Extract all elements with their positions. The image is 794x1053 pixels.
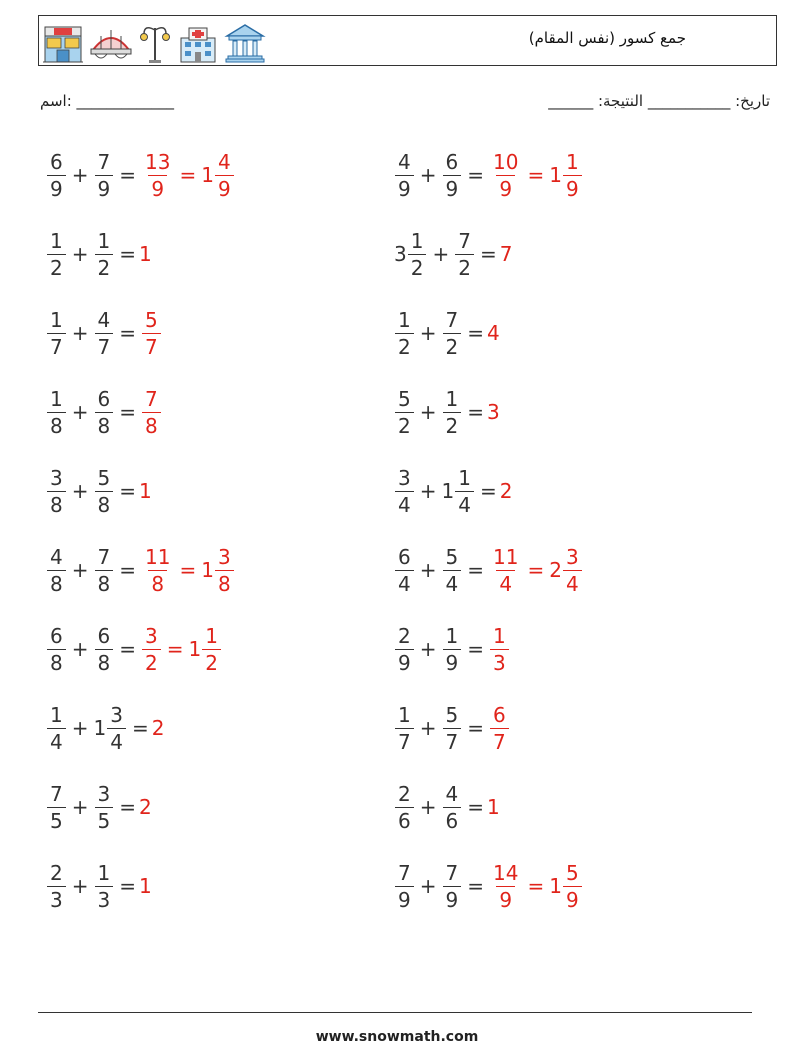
plus-sign: + [71, 637, 89, 661]
equals-sign: = [119, 479, 136, 503]
equals-sign: = [119, 874, 136, 898]
shop-icon [42, 24, 84, 64]
plus-sign: + [432, 242, 450, 266]
whole-part: 2 [549, 558, 562, 582]
numerator: 7 [458, 228, 471, 253]
whole-part: 1 [93, 716, 107, 740]
equals-sign: = [467, 321, 484, 345]
numerator: 6 [97, 386, 111, 411]
plus-sign: + [419, 163, 437, 187]
numerator: 1 [458, 465, 471, 490]
denominator: 4 [455, 491, 474, 515]
numerator: 10 [493, 149, 519, 174]
equals-sign: = [467, 795, 484, 819]
fraction [443, 781, 462, 833]
problem-right-7 [392, 617, 512, 681]
numerator: 11 [145, 544, 171, 569]
date-score-line: ______ :تاريخ: ___________ النتيجة [548, 92, 770, 110]
fraction [563, 149, 582, 201]
denominator: 4 [563, 570, 582, 594]
equals-sign: = [119, 400, 136, 424]
denominator: 6 [443, 807, 462, 831]
denominator: 9 [395, 886, 414, 910]
fraction [142, 386, 161, 438]
numerator: 7 [50, 781, 63, 806]
numerator: 1 [50, 228, 63, 253]
denominator: 9 [443, 886, 462, 910]
denominator: 2 [142, 649, 161, 673]
problem-left-3 [44, 301, 164, 365]
plus-sign: + [71, 716, 89, 740]
numerator: 3 [145, 623, 158, 648]
equals-sign: = [131, 716, 149, 740]
denominator: 9 [443, 175, 462, 199]
problem-right-6 [392, 538, 585, 602]
problem-right-4 [392, 380, 500, 444]
denominator: 8 [47, 570, 66, 594]
fraction [490, 860, 521, 912]
fraction [142, 544, 173, 596]
denominator: 5 [47, 807, 66, 831]
denominator: 9 [496, 886, 515, 910]
fraction [215, 149, 234, 201]
bridge-icon [89, 24, 133, 64]
numerator: 5 [398, 386, 411, 411]
equals-sign: = [527, 163, 545, 187]
fraction [47, 149, 66, 201]
integer-answer: 4 [487, 321, 500, 345]
denominator: 8 [95, 412, 114, 436]
numerator: 4 [398, 149, 411, 174]
numerator: 7 [97, 149, 111, 174]
equals-sign: = [166, 637, 184, 661]
equals-sign: = [467, 716, 484, 740]
denominator: 9 [563, 886, 582, 910]
fraction [443, 623, 462, 675]
problem-right-1 [392, 143, 585, 207]
equals-sign: = [467, 558, 484, 582]
numerator: 3 [97, 781, 111, 806]
integer-answer: 2 [151, 716, 165, 740]
plus-sign: + [419, 479, 437, 503]
denominator: 2 [47, 254, 66, 278]
numerator: 11 [493, 544, 519, 569]
equals-sign: = [479, 242, 497, 266]
plus-sign: + [419, 795, 437, 819]
equals-sign: = [527, 874, 545, 898]
numerator: 5 [97, 465, 111, 490]
denominator: 4 [395, 570, 414, 594]
numerator: 7 [445, 307, 459, 332]
fraction [95, 386, 114, 438]
equals-sign: = [467, 874, 484, 898]
fraction [395, 860, 414, 912]
fraction [47, 860, 66, 912]
denominator: 2 [395, 333, 414, 357]
denominator: 9 [395, 175, 414, 199]
numerator: 5 [445, 544, 459, 569]
fraction [95, 465, 114, 517]
plus-sign: + [71, 479, 89, 503]
plus-sign: + [419, 400, 437, 424]
numerator: 3 [50, 465, 63, 490]
worksheet-title: جمع كسور (نفس المقام) [528, 29, 686, 47]
denominator: 8 [142, 412, 161, 436]
denominator: 7 [490, 728, 509, 752]
fraction [142, 623, 161, 675]
whole-part: 1 [201, 558, 214, 582]
whole-part: 1 [188, 637, 202, 661]
header-icons [42, 18, 271, 64]
plus-sign: + [71, 874, 89, 898]
fraction [95, 544, 114, 596]
fraction [563, 860, 582, 912]
numerator: 2 [398, 781, 411, 806]
denominator: 9 [496, 175, 515, 199]
fraction [490, 623, 509, 675]
fraction [455, 228, 474, 280]
fraction [47, 465, 66, 517]
equals-sign: = [179, 558, 197, 582]
fraction [395, 544, 414, 596]
fraction [395, 781, 414, 833]
integer-answer: 2 [499, 479, 513, 503]
fraction [443, 149, 462, 201]
denominator: 5 [95, 807, 114, 831]
denominator: 2 [443, 412, 462, 436]
problem-left-5 [44, 459, 152, 523]
denominator: 9 [215, 175, 234, 199]
numerator: 14 [493, 860, 519, 885]
integer-answer: 1 [139, 242, 152, 266]
fraction [47, 623, 66, 675]
fraction [443, 307, 462, 359]
numerator: 1 [565, 149, 579, 174]
plus-sign: + [419, 558, 437, 582]
fraction [395, 702, 414, 754]
numerator: 7 [145, 386, 158, 411]
numerator: 6 [97, 623, 111, 648]
fraction [395, 465, 414, 517]
integer-answer: 1 [139, 874, 152, 898]
equals-sign: = [119, 242, 136, 266]
equals-sign: = [467, 400, 484, 424]
denominator: 4 [107, 728, 126, 752]
numerator: 4 [50, 544, 63, 569]
denominator: 8 [95, 570, 114, 594]
equals-sign: = [527, 558, 545, 582]
hospital-icon [177, 24, 219, 64]
numerator: 4 [445, 781, 459, 806]
denominator: 9 [47, 175, 66, 199]
fraction [142, 149, 173, 201]
numerator: 5 [445, 702, 459, 727]
numerator: 5 [565, 860, 579, 885]
worksheet-header [38, 15, 777, 66]
numerator: 3 [217, 544, 231, 569]
problem-left-1 [44, 143, 237, 207]
denominator: 8 [47, 491, 66, 515]
equals-sign: = [119, 795, 136, 819]
denominator: 2 [443, 333, 462, 357]
equals-sign: = [119, 163, 136, 187]
problem-right-9 [392, 775, 500, 839]
fraction [95, 781, 114, 833]
fraction [47, 386, 66, 438]
numerator: 1 [493, 623, 506, 648]
numerator: 6 [398, 544, 411, 569]
denominator: 2 [455, 254, 474, 278]
denominator: 6 [395, 807, 414, 831]
fraction [563, 544, 582, 596]
problem-right-10 [392, 854, 585, 918]
integer-answer: 1 [139, 479, 152, 503]
plus-sign: + [71, 163, 89, 187]
denominator: 2 [395, 412, 414, 436]
denominator: 8 [47, 412, 66, 436]
denominator: 9 [443, 649, 462, 673]
numerator: 4 [217, 149, 231, 174]
numerator: 1 [398, 307, 411, 332]
museum-icon [224, 22, 266, 64]
problem-left-4 [44, 380, 164, 444]
fraction [107, 702, 126, 754]
denominator: 9 [563, 175, 582, 199]
fraction [215, 544, 234, 596]
equals-sign: = [119, 558, 136, 582]
plus-sign: + [71, 795, 89, 819]
plus-sign: + [71, 321, 89, 345]
equals-sign: = [467, 163, 484, 187]
numerator: 6 [50, 623, 63, 648]
numerator: 1 [445, 623, 459, 648]
fraction [95, 623, 114, 675]
denominator: 8 [95, 649, 114, 673]
equals-sign: = [119, 637, 136, 661]
denominator: 4 [443, 570, 462, 594]
plus-sign: + [419, 874, 437, 898]
fraction [95, 228, 114, 280]
whole-part: 1 [441, 479, 455, 503]
footer-divider [38, 1012, 752, 1013]
equals-sign: = [179, 163, 197, 187]
denominator: 8 [148, 570, 167, 594]
numerator: 3 [565, 544, 579, 569]
fraction [443, 860, 462, 912]
problem-left-9 [44, 775, 152, 839]
numerator: 2 [398, 623, 411, 648]
fraction [142, 307, 161, 359]
problem-right-8 [392, 696, 512, 760]
denominator: 8 [215, 570, 234, 594]
numerator: 7 [97, 544, 111, 569]
problem-left-6 [44, 538, 237, 602]
denominator: 7 [395, 728, 414, 752]
whole-part: 1 [549, 163, 562, 187]
plus-sign: + [71, 242, 89, 266]
denominator: 9 [395, 649, 414, 673]
fraction [95, 149, 114, 201]
numerator: 7 [398, 860, 411, 885]
denominator: 4 [496, 570, 515, 594]
denominator: 7 [142, 333, 161, 357]
fraction [202, 623, 221, 675]
fraction [395, 623, 414, 675]
integer-answer: 2 [139, 795, 152, 819]
fraction [47, 781, 66, 833]
numerator: 1 [50, 702, 63, 727]
numerator: 1 [97, 228, 111, 253]
street-lamp-icon [138, 20, 172, 64]
whole-part: 1 [201, 163, 214, 187]
numerator: 7 [445, 860, 459, 885]
whole-part: 1 [549, 874, 562, 898]
plus-sign: + [71, 558, 89, 582]
denominator: 2 [95, 254, 114, 278]
equals-sign: = [119, 321, 136, 345]
numerator: 1 [398, 702, 411, 727]
fraction [47, 228, 66, 280]
whole-part: 3 [394, 242, 407, 266]
plus-sign: + [419, 716, 437, 740]
denominator: 2 [202, 649, 221, 673]
fraction [490, 702, 509, 754]
numerator: 1 [50, 386, 63, 411]
numerator: 6 [445, 149, 459, 174]
denominator: 7 [95, 333, 114, 357]
numerator: 6 [50, 149, 63, 174]
fraction [95, 307, 114, 359]
denominator: 8 [47, 649, 66, 673]
denominator: 2 [408, 254, 427, 278]
denominator: 8 [95, 491, 114, 515]
problem-left-10 [44, 854, 152, 918]
equals-sign: = [467, 637, 484, 661]
fraction [443, 702, 462, 754]
numerator: 1 [50, 307, 63, 332]
plus-sign: + [419, 321, 437, 345]
denominator: 4 [395, 491, 414, 515]
fraction [95, 860, 114, 912]
fraction [47, 544, 66, 596]
numerator: 1 [445, 386, 459, 411]
footer-site: www.snowmath.com [315, 1029, 479, 1045]
problem-right-3 [392, 301, 500, 365]
fraction [395, 307, 414, 359]
numerator: 13 [145, 149, 171, 174]
integer-answer: 3 [487, 400, 500, 424]
fraction [490, 544, 521, 596]
problem-left-7 [44, 617, 224, 681]
plus-sign: + [71, 400, 89, 424]
denominator: 7 [47, 333, 66, 357]
fraction [443, 544, 462, 596]
fraction [395, 149, 414, 201]
fraction [443, 386, 462, 438]
fraction [408, 228, 427, 280]
denominator: 3 [47, 886, 66, 910]
integer-answer: 7 [499, 242, 513, 266]
denominator: 9 [95, 175, 114, 199]
equals-sign: = [479, 479, 497, 503]
integer-answer: 1 [487, 795, 500, 819]
numerator: 6 [493, 702, 506, 727]
denominator: 3 [95, 886, 114, 910]
fraction [490, 149, 521, 201]
fraction [395, 386, 414, 438]
numerator: 1 [205, 623, 218, 648]
fraction [47, 307, 66, 359]
numerator: 4 [97, 307, 111, 332]
denominator: 3 [490, 649, 509, 673]
plus-sign: + [419, 637, 437, 661]
fraction [47, 702, 66, 754]
problem-right-5 [392, 459, 512, 523]
numerator: 3 [110, 702, 123, 727]
numerator: 1 [97, 860, 111, 885]
numerator: 3 [398, 465, 411, 490]
denominator: 7 [443, 728, 462, 752]
numerator: 1 [410, 228, 424, 253]
numerator: 2 [50, 860, 63, 885]
denominator: 9 [148, 175, 167, 199]
problem-left-2 [44, 222, 152, 286]
fraction [455, 465, 474, 517]
problem-left-8 [44, 696, 164, 760]
problem-right-2 [392, 222, 512, 286]
denominator: 4 [47, 728, 66, 752]
name-line: اسم: _____________ [40, 92, 175, 110]
numerator: 5 [145, 307, 158, 332]
